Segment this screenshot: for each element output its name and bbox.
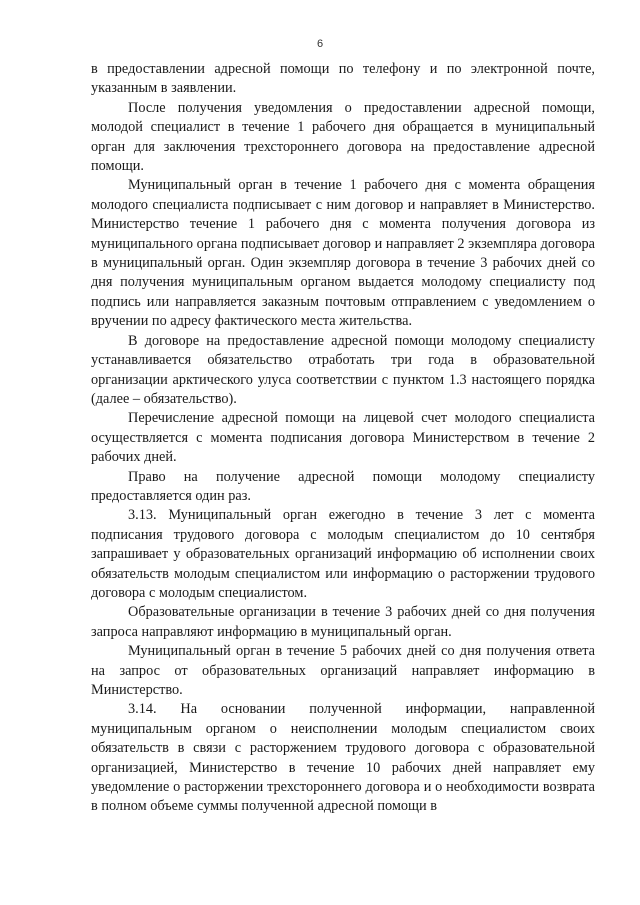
page-number: 6 xyxy=(316,38,324,50)
paragraph-3-13: 3.13. Муниципальный орган ежегодно в течение 3 лет с момента подписания трудового договора с молодым специалистом до 10 сентября запрашивает у образовательных организаций информацию об исполнении своих обязательств молодым специалистом или информацию о расторжении трудового договора с молодым специалистом. xyxy=(91,507,595,601)
paragraph-municipal-forwarding: Муниципальный орган в течение 5 рабочих дней со дня получения ответа на запрос от образовательных организаций направляет информацию в Министерство. xyxy=(91,643,595,698)
paragraph-contract-signing: Муниципальный орган в течение 1 рабочего дня с момента обращения молодого специалиста подписывает с ним договор и направляет в Министерство. Министерство течение 1 рабочего дня с момента получения договора из муниципального органа подписывает договор и направляет 2 экземпляра договора в муниципальный орган. Один экземпляр договора в течение 3 рабочих дней со дня получения муниципальным органом выдается молодому специалисту под подпись или направляется заказным почтовым отправлением с уведомлением о вручении по адресу фактического места жительства. xyxy=(91,177,595,330)
paragraph-continuation: в предоставлении адресной помощи по телефону и по электронной почте, указанным в заявлении. xyxy=(91,61,595,97)
paragraph-obligation: В договоре на предоставление адресной помощи молодому специалисту устанавливается обязательство отработать три года в образовательной организации арктического улуса соответствии с пунктом 1.3 настоящего порядка (далее – обязательство). xyxy=(91,332,595,407)
document-body xyxy=(91,60,595,817)
paragraph-transfer: Перечисление адресной помощи на лицевой счет молодого специалиста осуществляется с момента подписания договора Министерством в течение 2 рабочих дней. xyxy=(91,410,595,466)
paragraph-one-time-right: Право на получение адресной помощи молодому специалисту предоставляется один раз. xyxy=(91,468,595,504)
paragraph-notification: После получения уведомления о предоставлении адресной помощи, молодой специалист в течение 1 рабочего дня обращается в муниципальный орган для заключения трехстороннего договора на предоставление адресной помощи. xyxy=(91,99,595,175)
paragraph-3-14: 3.14. На основании полученной информации, направленной муниципальным органом о неисполнении молодым специалистом своих обязательств в связи с расторжением трудового договора с образовательной организацией, Министерство в течение 10 рабочих дней направляет ему уведомление о расторжении трехстороннего договора и о необходимости возврата в полном объеме суммы полученной адресной помощи в xyxy=(91,701,595,815)
paragraph-organizations-response: Образовательные организации в течение 3 рабочих дней со дня получения запроса направляют информацию в муниципальный орган. xyxy=(91,604,595,640)
